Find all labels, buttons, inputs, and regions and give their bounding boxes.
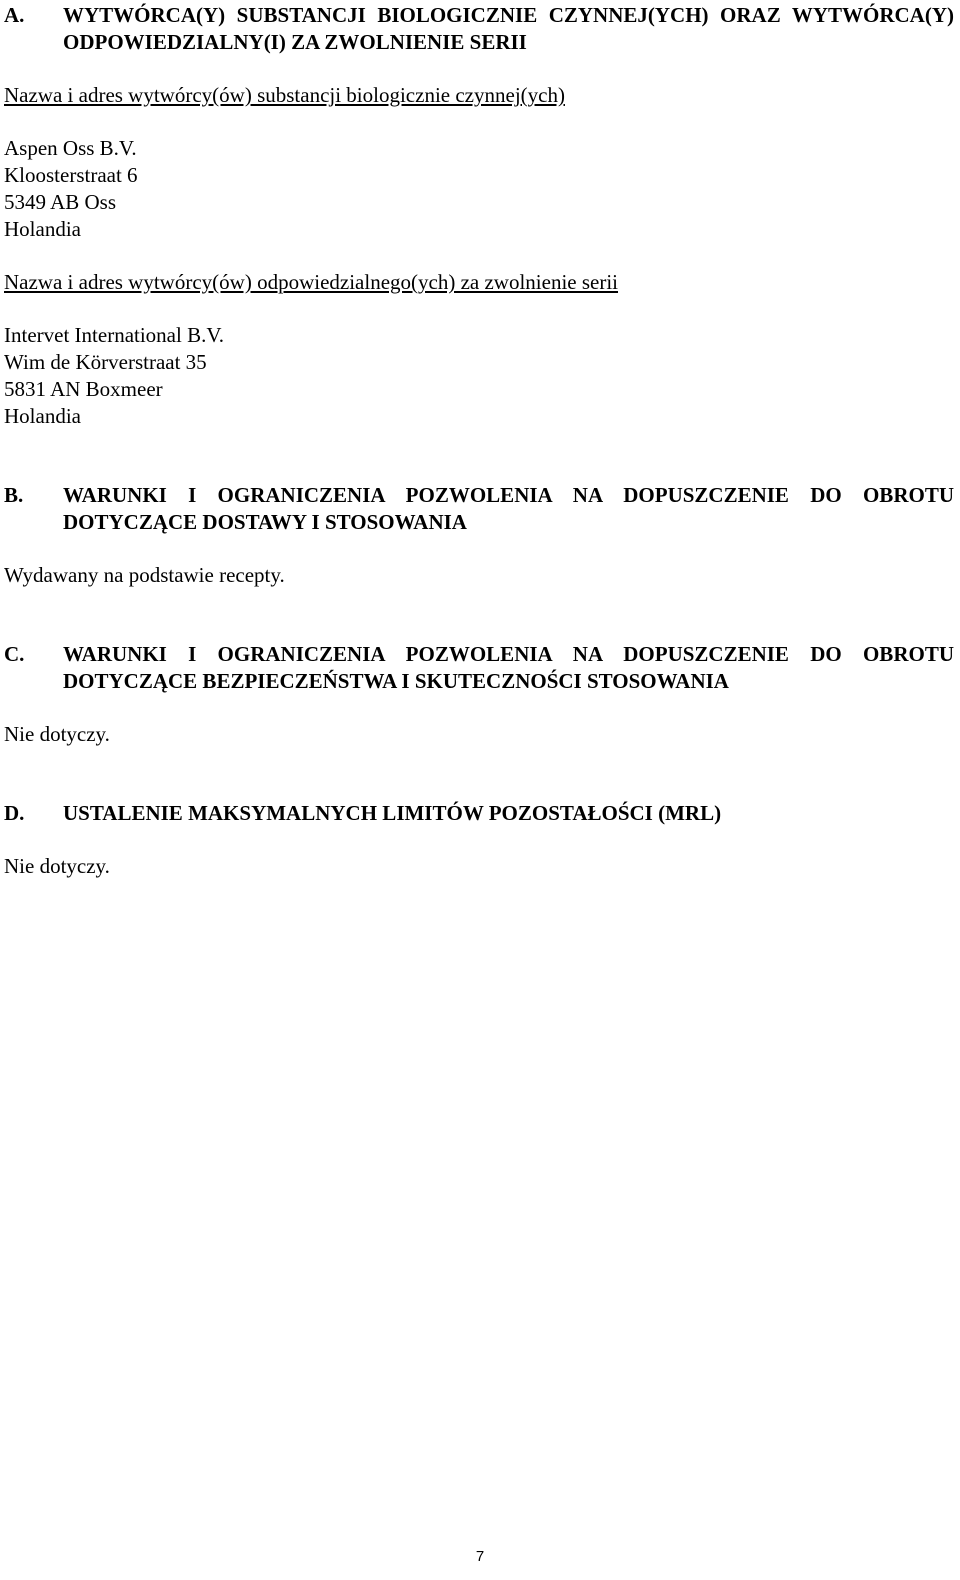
address-line: Kloosterstraat 6: [4, 163, 138, 187]
section-c-text: Nie dotyczy.: [4, 722, 110, 746]
section-d-letter: D.: [4, 801, 25, 825]
section-c-title: WARUNKI I OGRANICZENIA POZWOLENIA NA DOPUSZCZENIE DO OBROTU DOTYCZĄCE BEZPIECZEŃSTWA I SKUTECZNOŚCI STOSOWANIA: [63, 642, 954, 693]
address-line: Aspen Oss B.V.: [4, 136, 137, 160]
batch-release-manufacturer-heading: Nazwa i adres wytwórcy(ów) odpowiedzialnego(ych) za zwolnienie serii: [4, 270, 619, 294]
batch-release-manufacturer-address: [4, 322, 954, 430]
section-b-title: WARUNKI I OGRANICZENIA POZWOLENIA NA DOPUSZCZENIE DO OBROTU DOTYCZĄCE DOSTAWY I STOSOWANIA: [63, 483, 954, 534]
address-line: Intervet International B.V.: [4, 323, 225, 347]
section-c-letter: C.: [4, 642, 25, 666]
section-b-text: Wydawany na podstawie recepty.: [4, 563, 285, 587]
section-a-letter: A.: [4, 3, 25, 27]
active-substance-manufacturer-address: [4, 135, 954, 243]
section-a-heading: [4, 2, 954, 56]
active-substance-manufacturer-heading: Nazwa i adres wytwórcy(ów) substancji biologicznie czynnej(ych): [4, 83, 565, 107]
section-d-title: USTALENIE MAKSYMALNYCH LIMITÓW POZOSTAŁOŚCI (MRL): [63, 801, 722, 825]
document-page: [4, 2, 954, 880]
address-line: Wim de Körverstraat 35: [4, 350, 207, 374]
section-d-text: Nie dotyczy.: [4, 854, 110, 878]
address-line: 5831 AN Boxmeer: [4, 377, 163, 401]
address-line: 5349 AB Oss: [4, 190, 117, 214]
section-d-heading: [4, 800, 954, 827]
section-b-heading: [4, 482, 954, 536]
address-line: Holandia: [4, 217, 81, 241]
address-line: Holandia: [4, 404, 81, 428]
page-number: 7: [475, 1548, 485, 1565]
section-c-heading: [4, 641, 954, 695]
section-a-title: WYTWÓRCA(Y) SUBSTANCJI BIOLOGICZNIE CZYNNEJ(YCH) ORAZ WYTWÓRCA(Y) ODPOWIEDZIALNY(I) ZA ZWOLNIENIE SERII: [63, 3, 954, 54]
section-b-letter: B.: [4, 483, 24, 507]
